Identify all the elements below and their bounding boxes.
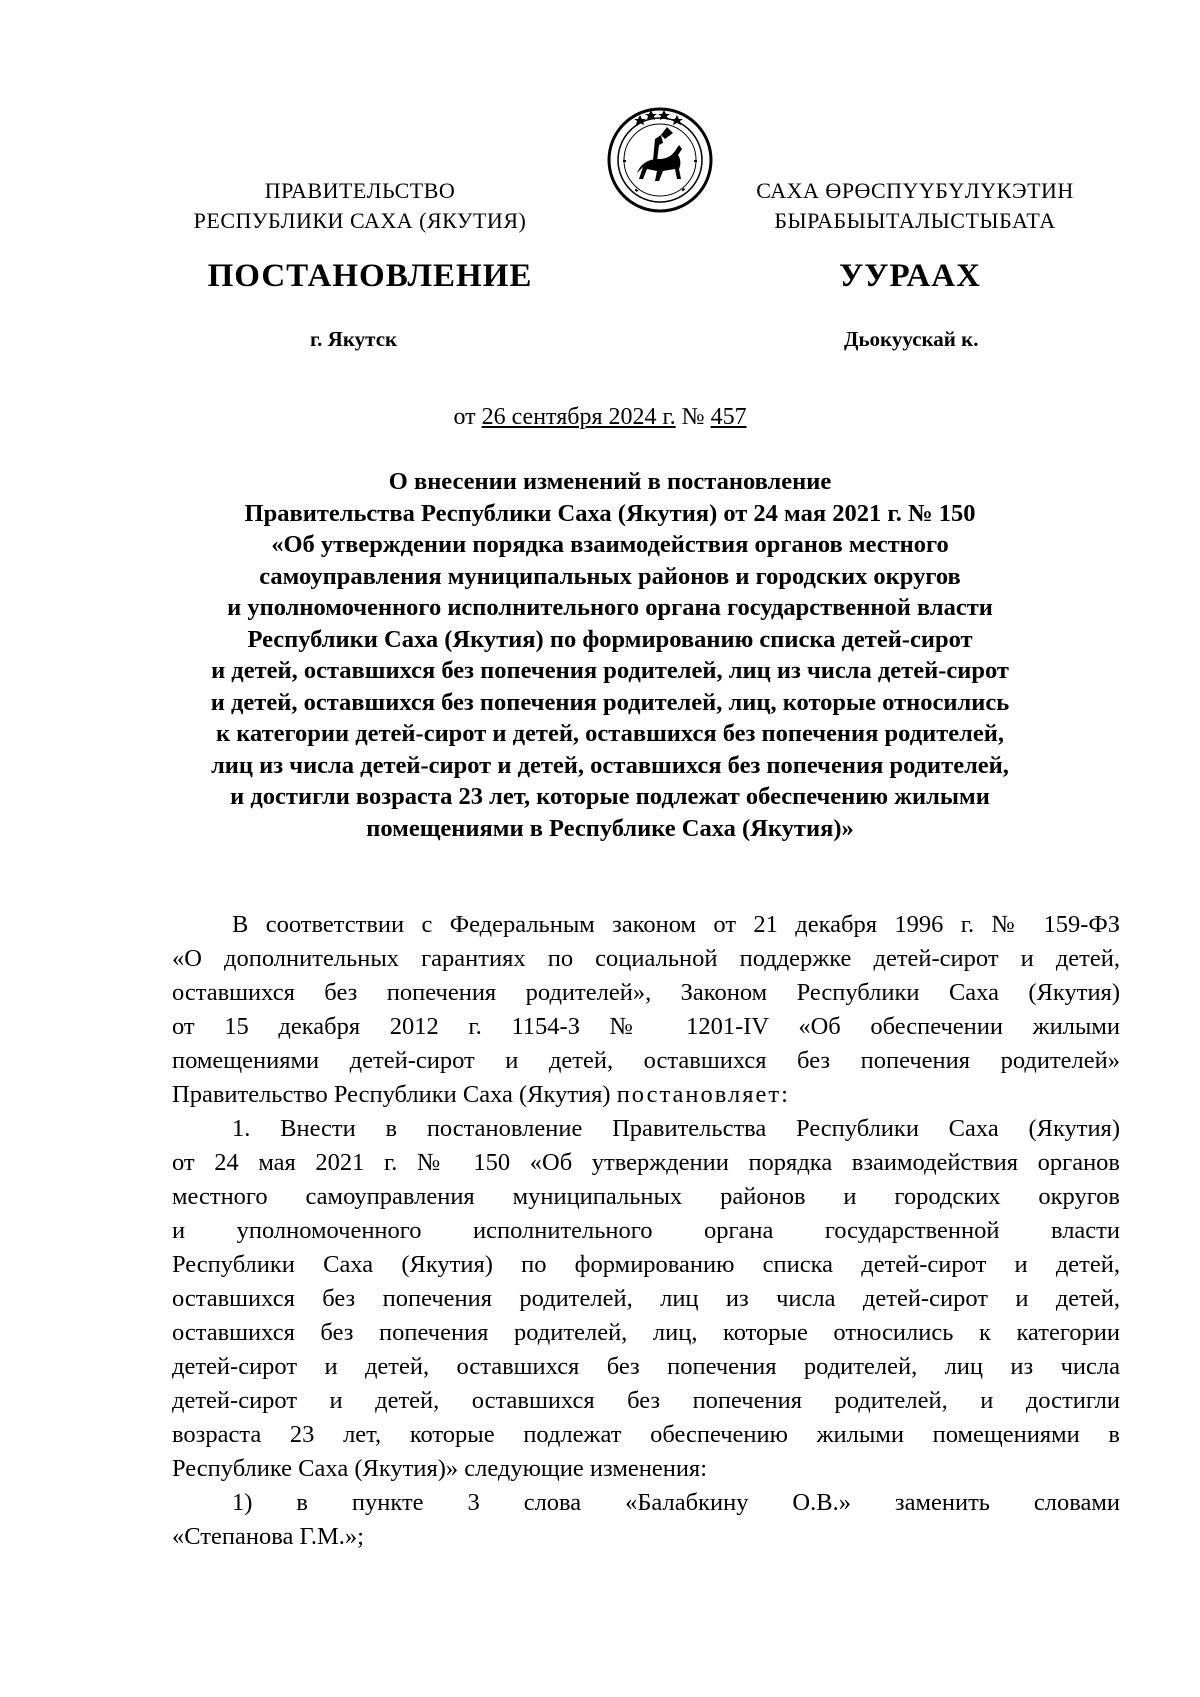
- coat-of-arms-icon: [605, 105, 715, 215]
- body-line: детей-сирот и детей, оставшихся без попечения родителей, и достигли: [172, 1387, 1120, 1414]
- city-sakha: Дьокуускай к.: [844, 327, 979, 351]
- issuer-sakha: [735, 176, 1095, 236]
- title-line: и уполномоченного исполнительного органа государственной власти: [227, 594, 993, 621]
- title-line: «Об утверждении порядка взаимодействия органов местного: [271, 531, 949, 558]
- resolution-prefix: Правительство Республики Саха (Якутия): [172, 1081, 617, 1108]
- body-line: «Степанова Г.М.»;: [172, 1523, 364, 1550]
- body-line: от 15 декабря 2012 г. 1154-З № 1201-IV «Об обеспечении жилыми: [172, 1013, 1120, 1040]
- city-ru: г. Якутск: [310, 327, 398, 351]
- document-body: [172, 908, 1120, 1554]
- date-number-line: [0, 404, 1200, 431]
- body-line: детей-сирот и детей, оставшихся без попечения родителей, лиц из числа: [172, 1353, 1120, 1380]
- body-line: возраста 23 лет, которые подлежат обеспечению жилыми помещениями в: [172, 1421, 1120, 1448]
- number-prefix: №: [675, 404, 711, 430]
- body-line: и уполномоченного исполнительного органа государственной власти: [172, 1217, 1120, 1244]
- doc-type-ru: ПОСТАНОВЛЕНИЕ: [207, 258, 533, 294]
- issuer-ru-line1: ПРАВИТЕЛЬСТВО: [264, 178, 456, 203]
- body-line: 1) в пункте 3 слова «Балабкину О.В.» заменить словами: [232, 1489, 1120, 1516]
- body-line: помещениями детей-сирот и детей, оставшихся без попечения родителей»: [172, 1047, 1120, 1074]
- title-line: Республики Саха (Якутия) по формированию списка детей-сирот: [247, 625, 973, 653]
- subitem-1-paragraph: [172, 1486, 1120, 1554]
- issuer-sakha-line2: БЫРАБЫЫТАЛЫСТЫБАТА: [774, 208, 1056, 233]
- doc-type-sakha: УУРААХ: [839, 258, 981, 294]
- body-line: В соответствии с Федеральным законом от 21 декабря 1996 г. № 159-ФЗ: [232, 911, 1120, 938]
- title-line: к категории детей-сирот и детей, оставшихся без попечения родителей,: [215, 720, 1004, 747]
- title-line: помещениями в Республике Саха (Якутия)»: [366, 814, 854, 842]
- body-line: Республики Саха (Якутия) по формированию списка детей-сирот и детей,: [172, 1251, 1120, 1278]
- body-line: 1. Внести в постановление Правительства Республики Саха (Якутия): [232, 1115, 1120, 1142]
- date-prefix: от: [453, 404, 482, 430]
- issuer-ru: [180, 176, 540, 236]
- title-line: лиц из числа детей-сирот и детей, оставшихся без попечения родителей,: [211, 751, 1009, 779]
- title-line: Правительства Республики Саха (Якутия) от 24 мая 2021 г. № 150: [244, 499, 976, 527]
- item-1-paragraph: [172, 1112, 1120, 1486]
- body-line: «О дополнительных гарантиях по социальной поддержке детей-сирот и детей,: [172, 945, 1120, 972]
- issuer-sakha-line1: САХА ӨРӨСПҮҮБҮЛҮКЭТИН: [756, 178, 1074, 203]
- title-line: самоуправления муниципальных районов и городских округов: [259, 562, 961, 590]
- body-line: оставшихся без попечения родителей», Законом Республики Саха (Якутия): [172, 979, 1120, 1006]
- document-date: 26 сентября 2024 г.: [481, 404, 676, 430]
- body-line: оставшихся без попечения родителей, лиц из числа детей-сирот и детей,: [172, 1285, 1120, 1312]
- body-line: [172, 1078, 1120, 1112]
- body-line: Республике Саха (Якутия)» следующие изменения:: [172, 1455, 708, 1482]
- body-line: оставшихся без попечения родителей, лиц, которые относились к категории: [172, 1319, 1120, 1346]
- issuer-ru-line2: РЕСПУБЛИКИ САХА (ЯКУТИЯ): [193, 208, 527, 233]
- body-line: местного самоуправления муниципальных районов и городских округов: [172, 1183, 1120, 1210]
- title-line: О внесении изменений в постановление: [388, 468, 832, 495]
- title-line: и детей, оставшихся без попечения родителей, лиц, которые относились: [210, 688, 1010, 716]
- title-line: и достигли возраста 23 лет, которые подлежат обеспечению жилыми: [230, 783, 990, 810]
- title-line: и детей, оставшихся без попечения родителей, лиц из числа детей-сирот: [211, 657, 1009, 684]
- resolves-word: постановляет:: [616, 1081, 790, 1108]
- document-number: 457: [710, 404, 747, 430]
- body-line: от 24 мая 2021 г. № 150 «Об утверждении порядка взаимодействия органов: [172, 1149, 1120, 1176]
- document-title: [140, 466, 1080, 844]
- preamble-paragraph: [172, 908, 1120, 1112]
